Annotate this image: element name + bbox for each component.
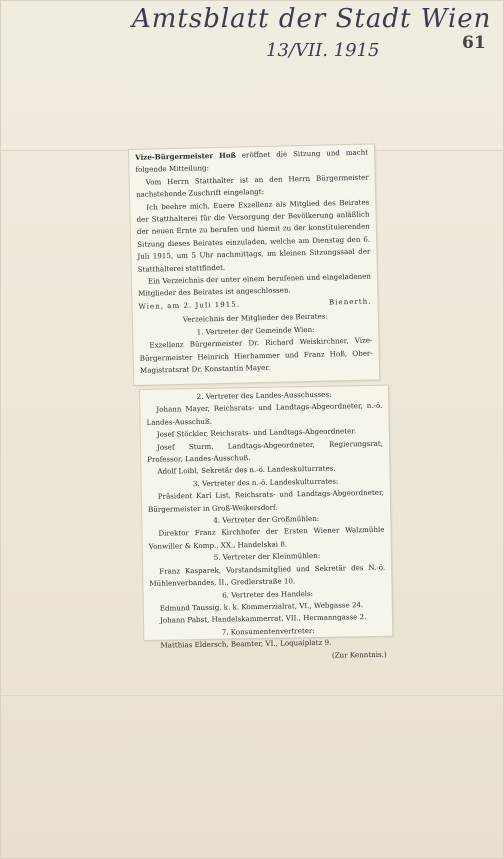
- list-item-heading: 4. Vertreter der Großmühlen:: [213, 513, 320, 525]
- list-item-text: Direktor Franz Kirchhofer der Ersten Wiener Walzmühle Vonwiller & Komp., XX., Handelskai 8.: [148, 525, 385, 551]
- handwritten-source-title: Amtsblatt der Stadt Wien: [132, 4, 492, 34]
- list-item-heading: 7. Konsumentenvertreter:: [221, 625, 315, 637]
- list-item-text: Matthias Eldersch, Beamter, VI., Loquaiplatz 9.: [160, 637, 332, 650]
- page-crease: [0, 695, 504, 696]
- opening-rest: eröffnet die Sitzung und macht folgende Mitteilung:: [135, 147, 369, 175]
- list-item-text: Adolf Loibl, Sekretär des n.-ö. Landeskulturrates.: [157, 464, 336, 477]
- list-item-text: Exzellenz Bürgermeister Dr. Richard Weiskirchner, Vize-Bürgermeister Heinrich Hierhammer und Franz Hoß, Ober-Magistratsrat Dr. Konstantin Mayer.: [139, 335, 373, 375]
- member-list-heading: Verzeichnis der Mitglieder des Beirates:: [182, 311, 328, 325]
- list-item-heading: 3. Vertreter des n.-ö. Landeskulturrates:: [192, 476, 339, 488]
- enclosure-note: Ein Verzeichnis der unter einem berufenen und eingeladenen Mitglieder des Beirates ist angeschlossen.: [138, 271, 372, 299]
- closing-note: (Zur Kenntnis.): [331, 649, 387, 660]
- page-number: 61: [462, 33, 486, 53]
- list-item-text: Josef Stöckler, Reichsrats- und Landtags-Abgeordneter.: [156, 426, 357, 439]
- place-date: Wien, am 2. Juli 1915.: [138, 299, 241, 311]
- handwritten-date: 13/VII. 1915: [266, 40, 380, 61]
- newspaper-clipping-top: [129, 144, 379, 384]
- list-item-text: Präsident Karl List, Reichsrats- und Landtags-Abgeordneter, Bürgermeister in Groß-Weikersdorf.: [148, 488, 384, 514]
- list-item-heading: 5. Vertreter der Kleinmühlen:: [213, 551, 321, 563]
- signature: Bienerth.: [328, 296, 372, 307]
- letter-body: Ich beehre mich, Euere Exzellenz als Mitglied des Beirates der Statthalterei für die Versorgung der Bevölkerung anläßlich der neuen Ernte zu berufen und hiemit zu der konstituierenden Sitzung dieses Beirates einzuladen, welche am Dienstag den 6. Juli 1915, um 5 Uhr nachmittags, im kleinen Sitzungssaal der Statthalterei stattfindet.: [136, 197, 371, 274]
- list-item-text: Edmund Taussig, k. k. Kommerzialrat, VI., Webgasse 24.: [159, 600, 364, 613]
- list-item-heading: 2. Vertreter des Landes-Ausschusses:: [196, 389, 332, 402]
- opening-speaker: Vize-Bürgermeister Hoß: [135, 150, 237, 162]
- newspaper-clipping-bottom: [140, 386, 392, 660]
- list-item-heading: 1. Vertreter der Gemeinde Wien:: [196, 324, 315, 337]
- list-item-text: Josef Sturm, Landtags-Abgeordneter, Regierungsrat, Professor, Landes-Ausschuß.: [147, 438, 384, 464]
- list-item-text: Franz Kasparek, Vorstandsmitglied und Sekretär des N.-ö. Mühlenverbandes, II., Gredlerstraße 10.: [149, 562, 386, 588]
- list-item-text: Johann Pabst, Handelskammerrat, VII., Hermanngasse 2.: [159, 612, 367, 625]
- list-item-heading: 6. Vertreter des Handels:: [222, 588, 314, 600]
- list-item-text: Johann Mayer, Reichsrats- und Landtags-Abgeordneter, n.-ö. Landes-Ausschuß.: [146, 401, 383, 427]
- intro-text: Vom Herrn Statthalter ist an den Herrn Bürgermeister nachstehende Zuschrift eingelangt:: [135, 172, 369, 200]
